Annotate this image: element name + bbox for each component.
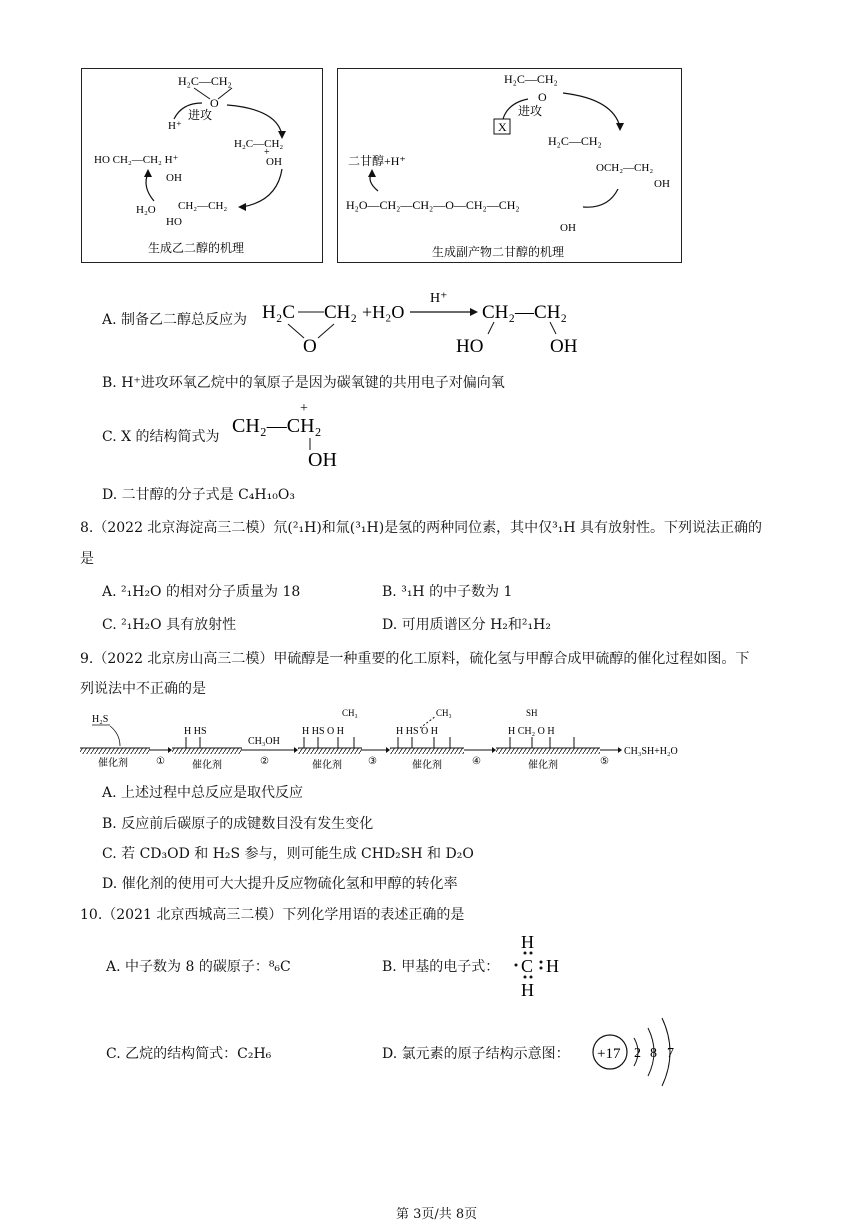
q7-option-d [102,486,295,504]
option-letter: B. [102,375,117,391]
final-product: CH₃SH+H₂O [624,746,678,757]
cl-shell-1: 2 [634,1046,641,1061]
figure-diethylene-glycol-mechanism [337,68,682,263]
attack-label: 进攻 [518,104,543,118]
carbocation: CH₂—CH₂ [178,200,228,212]
mechanism-right-svg [338,69,681,262]
cl-shell-2: 8 [650,1046,657,1061]
svg-text:催化剂: 催化剂 [312,760,342,771]
chain-label: H₂O—CH₂—CH₂—O—CH₂—CH₂ [346,198,520,212]
option-text: 二甘醇的分子式是 C₄H₁₀O₃ [121,487,295,503]
svg-text:CH₂—CH₂: CH₂—CH₂ [232,415,322,437]
option-text: 甲基的电子式： [401,959,500,975]
svg-text:H HS O H: H HS O H [396,726,438,737]
q9-option-c [102,845,474,863]
svg-text:SH: SH [526,708,538,718]
svg-text:CH₃: CH₃ [342,708,358,718]
epoxide-top: H₂C—CH₂ [178,74,232,88]
svg-text:+: + [300,401,308,416]
option-text: ²₁H₂O 具有放射性 [121,617,237,633]
epoxide-top: H₂C—CH₂ [504,72,558,86]
catalyst-label: 催化剂 [98,758,128,769]
q7-c-formula [228,400,358,472]
q10-option-b [382,958,499,976]
ch3oh-label: CH₃OH [248,736,280,747]
methyl-h-bottom: H [521,980,534,1000]
page-footer: 第 3页/共 8页 [396,1207,478,1222]
product-oh: OH [166,172,182,184]
q9-option-d [102,875,458,893]
methyl-h-right: H [546,956,559,976]
svg-text:H₂C: H₂C [262,302,296,323]
epoxide-o: O [538,90,547,104]
svg-text:H HS O H: H HS O H [302,726,344,737]
option-text: 可用质谱区分 H₂和²₁H₂ [401,617,551,633]
option-text: ³₁H 的中子数为 1 [401,584,513,600]
option-letter: C. [102,617,117,633]
q9-catalysis-diagram [80,704,700,774]
h2s-label: H₂S [92,714,109,725]
svg-text:CH₂: CH₂ [324,302,358,323]
svg-text:催化剂: 催化剂 [412,760,442,771]
q9-option-a [102,784,303,802]
option-letter: D. [102,487,118,503]
svg-text:OH: OH [308,449,337,471]
step-5: ⑤ [600,756,609,767]
figure-ethylene-glycol-mechanism [81,68,323,263]
figure-left-caption: 生成乙二醇的机理 [148,241,245,255]
svg-text:OH: OH [550,336,578,357]
option-letter: C. [106,1046,121,1062]
option-letter: A. [102,584,117,600]
q10-option-c [106,1045,271,1063]
option-text: 上述过程中总反应是取代反应 [121,785,304,801]
intermediate-oh: OH [654,178,670,190]
q7-option-a [102,311,247,329]
option-text: 若 CD₃OD 和 H₂S 参与，则可能生成 CHD₂SH 和 D₂O [121,846,474,862]
q10-option-d [382,1045,570,1063]
q10-option-a [106,958,291,976]
proton-label: H⁺ [168,120,182,132]
step-2: ② [260,756,269,767]
option-letter: B. [382,959,397,975]
q9-option-b [102,815,373,833]
methyl-h-top: H [521,932,534,952]
option-text: ²₁H₂O 的相对分子质量为 18 [121,584,301,600]
option-letter: B. [102,816,117,832]
epoxide-o: O [210,96,219,110]
q7-a-formula [258,288,598,358]
option-letter: A. [102,312,117,328]
step-1: ① [156,756,165,767]
svg-text:HO: HO [456,336,484,357]
step-3: ③ [368,756,377,767]
water-label: H₂O [136,204,156,216]
option-letter: D. [382,1046,398,1062]
methyl-c: C [521,956,534,976]
q8-option-c [102,616,236,634]
product-top: HO CH₂—CH₂ H⁺ [94,154,179,166]
svg-text:H CH₂ O H: H CH₂ O H [508,726,555,737]
q8-stem-line1: 8.（2022 北京海淀高三二模）氘(²₁H)和氚(³₁H)是氢的两种同位素，其中仅³₁H 具有放射性。下列说法正确的 [80,520,763,536]
q8-option-d [382,616,551,634]
svg-text:CH₂—CH₂: CH₂—CH₂ [482,302,568,323]
figure-right-caption: 生成副产物二甘醇的机理 [432,245,565,259]
option-text: X 的结构简式为 [121,429,220,445]
option-letter: A. [106,959,121,975]
svg-text:催化剂: 催化剂 [528,760,558,771]
product-label: 二甘醇+H⁺ [348,154,406,168]
option-text: 乙烷的结构简式：C₂H₆ [125,1046,272,1062]
option-text: 制备乙二醇总反应为 [121,312,248,328]
option-text: 反应前后碳原子的成键数目没有发生变化 [121,816,374,832]
mechanism-left-svg [82,69,322,262]
step-4: ④ [472,756,481,767]
svg-text:H HS: H HS [184,726,207,737]
methyl-electron-formula [508,930,568,1000]
q7-option-b [102,374,505,392]
q10-stem: 10.（2021 北京西城高三二模）下列化学用语的表述正确的是 [80,907,465,923]
svg-text:CH₃: CH₃ [436,708,452,718]
intermediate-right: OCH₂—CH₂ [596,162,654,174]
q8-option-a [102,583,300,601]
option-letter: C. [102,429,117,445]
option-letter: C. [102,846,117,862]
svg-text:+H₂O: +H₂O [362,302,405,322]
option-text: 催化剂的使用可大大提升反应物硫化氢和甲醇的转化率 [121,876,458,892]
q9-stem-line1: 9.（2022 北京房山高三二模）甲硫醇是一种重要的化工原料，硫化氢与甲醇合成甲硫醇的催化过程如图。下 [80,651,750,667]
option-text: H⁺进攻环氧乙烷中的氧原子是因为碳氧键的共用电子对偏向氧 [121,375,505,391]
protonated-plus: + [264,147,270,158]
q7-option-c [102,428,220,446]
protonated-top: H₂C—CH₂ [234,138,284,150]
option-text: 氯元素的原子结构示意图： [401,1046,570,1062]
x-box-label: X [498,120,507,134]
protonated-oh: OH [266,156,282,168]
q8-stem-line2: 是 [80,551,94,567]
chain-oh: OH [560,222,576,234]
catalyst-label-2: 催化剂 [192,760,222,771]
cl-nucleus: +17 [597,1046,621,1062]
intermediate-top: H₂C—CH₂ [548,134,602,148]
svg-text:O: O [303,336,317,357]
option-letter: B. [382,584,397,600]
carbocation-oh: HO [166,216,182,228]
option-text: 中子数为 8 的碳原子：⁸₆C [125,959,291,975]
attack-label: 进攻 [188,108,213,122]
q8-option-b [382,583,512,601]
cl-shell-3: 7 [667,1046,674,1061]
chlorine-atom-diagram [590,1010,690,1092]
q9-stem-line2: 列说法中不正确的是 [80,681,206,697]
option-letter: A. [102,785,117,801]
option-letter: D. [102,876,118,892]
svg-text:H⁺: H⁺ [430,291,448,306]
option-letter: D. [382,617,398,633]
